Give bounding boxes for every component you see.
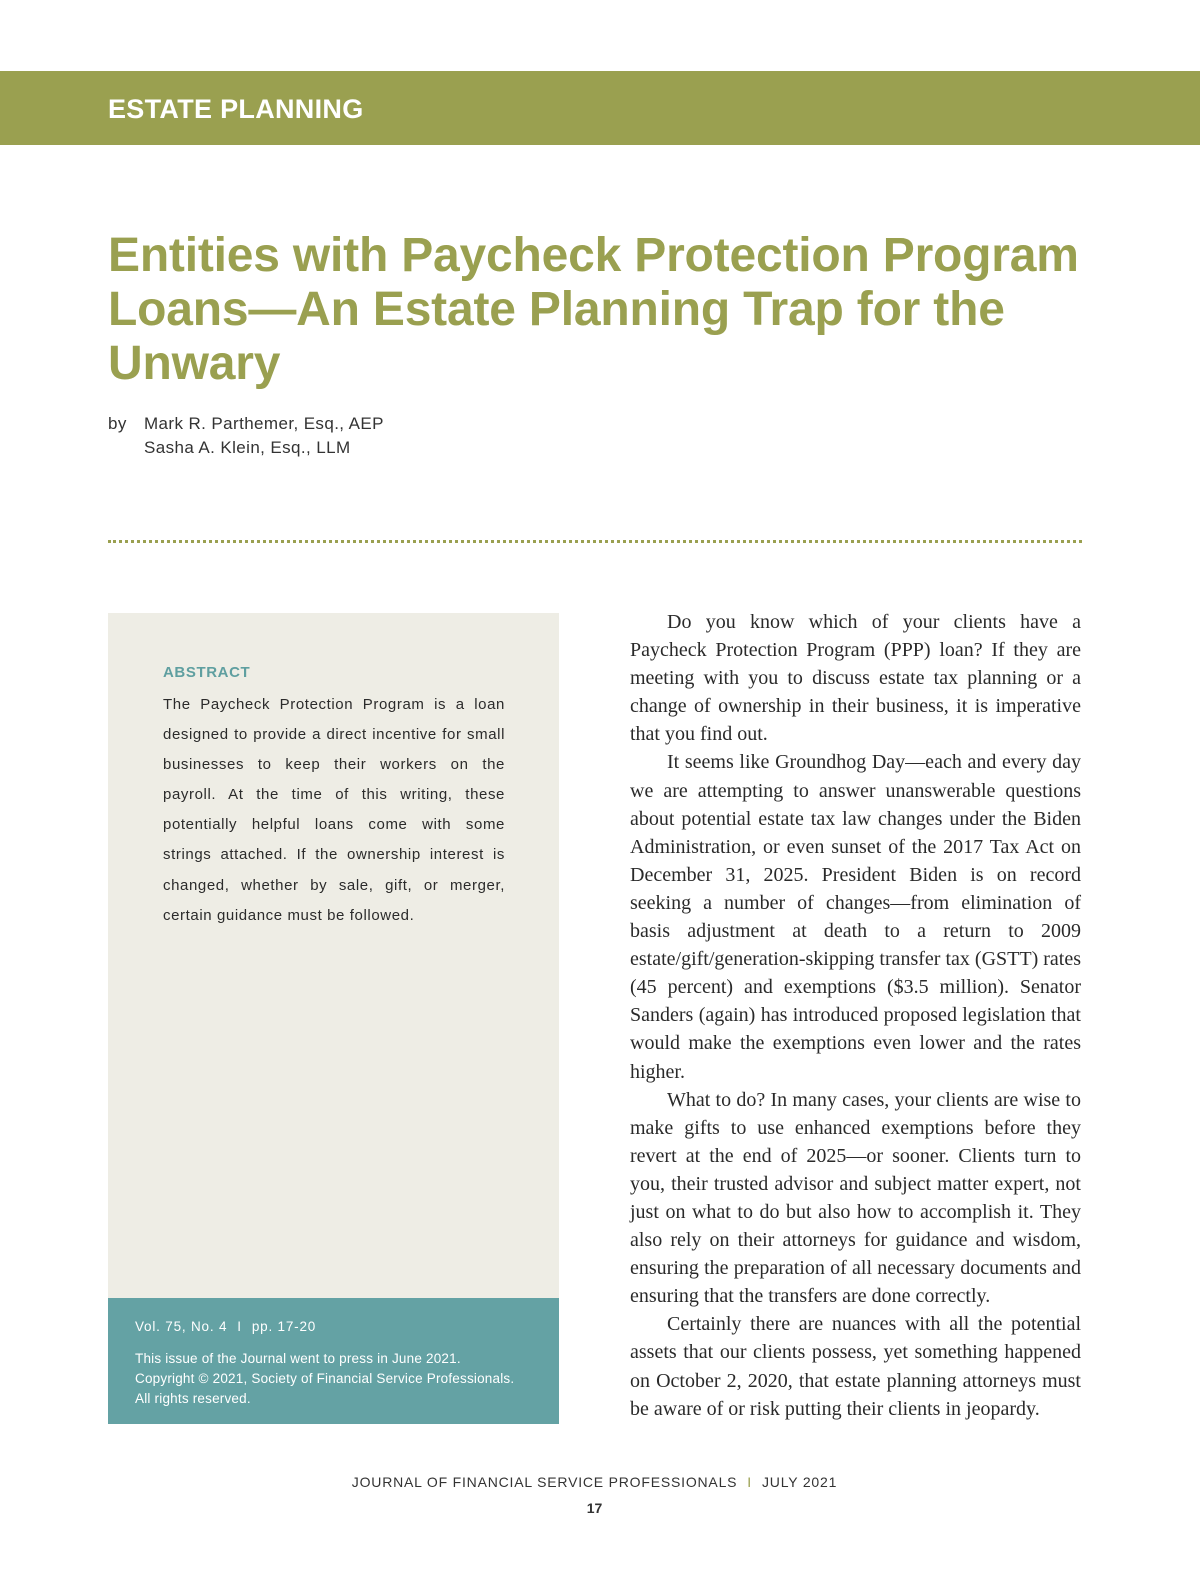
body-paragraph: What to do? In many cases, your clients are wise to make gifts to use enhanced exemptions before they revert at the end of 2025—or sooner. Clients turn to you, their trusted advisor and subject matter expert, not just on what to do but also how to accomplish it. They also rely on their attorneys for guidance and wisdom, ensuring the preparation of all necessary documents and ensuring that the transfers are done correctly. <box>630 1088 1081 1308</box>
copyright-line: Copyright © 2021, Society of Financial Service Professionals. <box>135 1371 515 1386</box>
article-body <box>630 608 1081 1423</box>
publication-info-panel <box>108 1298 559 1424</box>
article-title: Entities with Paycheck Protection Program Loans—An Estate Planning Trap for the Unwary <box>108 229 1079 390</box>
dotted-divider <box>108 540 1082 543</box>
volume-number: Vol. 75, No. 4 <box>135 1319 228 1334</box>
body-paragraph: It seems like Groundhog Day—each and every day we are attempting to answer unanswerable questions about potential estate tax law changes under the Biden Administration, or even sunset of the 2017 Tax Act on December 31, 2025. President Biden is on record seeking a number of changes—from elimination of basis adjustment at death to a return to 2009 estate/gift/generation-skipping transfer tax (GSTT) rates (45 percent) and exemptions ($3.5 million). Senator Sanders (again) has introduced proposed legislation that would make the exemptions even lower and the rates higher. <box>630 751 1081 1083</box>
abstract-panel <box>108 613 559 1298</box>
copyright-note <box>135 1349 545 1409</box>
author-name: Sasha A. Klein, Esq., LLM <box>144 438 351 457</box>
abstract-heading: ABSTRACT <box>163 664 251 681</box>
issue-date: JULY 2021 <box>762 1474 838 1490</box>
body-paragraph: Do you know which of your clients have a Paycheck Protection Program (PPP) loan? If they are meeting with you to discuss estate tax planning or a change of ownership in their business, it is imperative that you find out. <box>630 611 1081 746</box>
author-list <box>144 412 384 460</box>
byline-prefix: by <box>108 414 127 433</box>
section-banner <box>0 71 1200 145</box>
press-note: This issue of the Journal went to press in June 2021. <box>135 1351 461 1366</box>
footer-separator: I <box>747 1474 752 1490</box>
page-number: 17 <box>586 1500 603 1516</box>
volume-info <box>135 1319 316 1334</box>
body-paragraph: Certainly there are nuances with all the potential assets that our clients possess, yet something happened on October 2, 2020, that estate planning attorneys must be aware of or risk putting their clients in jeopardy. <box>630 1313 1081 1420</box>
rights-line: All rights reserved. <box>135 1391 251 1406</box>
section-label: ESTATE PLANNING <box>108 94 364 124</box>
author-name: Mark R. Parthemer, Esq., AEP <box>144 414 384 433</box>
journal-name: JOURNAL OF FINANCIAL SERVICE PROFESSIONALS <box>351 1474 738 1490</box>
page-range: pp. 17-20 <box>251 1319 317 1334</box>
page-footer <box>0 1474 1189 1490</box>
volume-separator: I <box>237 1319 242 1334</box>
abstract-text: The Paycheck Protection Program is a loan designed to provide a direct incentive for small businesses to keep their workers on the payroll. At the time of this writing, these potentially helpful loans come with some strings attached. If the ownership interest is changed, whether by sale, gift, or merger, certain guidance must be followed. <box>163 696 505 924</box>
